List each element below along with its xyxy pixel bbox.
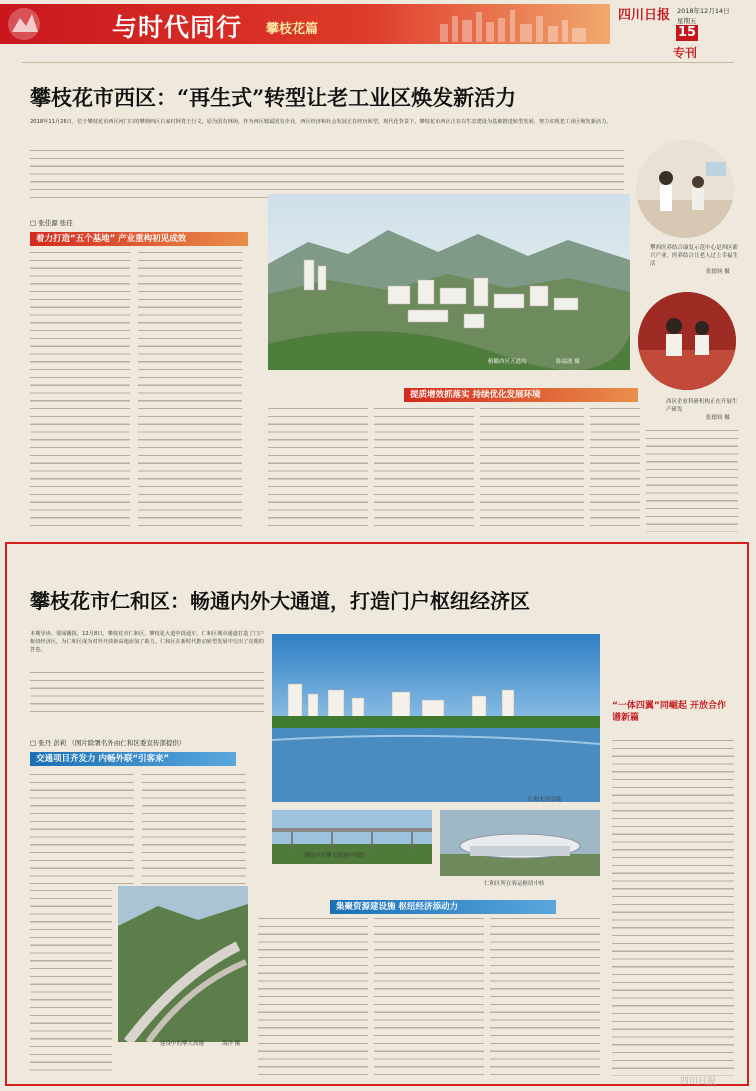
lab-photo-icon: [638, 292, 736, 390]
station-photo-icon: [440, 810, 600, 876]
medical-room-photo-icon: [636, 140, 734, 238]
article1-column5: [480, 408, 584, 532]
city-skyline-icon: [430, 6, 600, 42]
article1-subhead1: 着力打造“五个基地” 产业重构初见成效: [30, 232, 248, 246]
article1-right-photo1-caption: 攀西医养结合康复示范中心是西区新兴产业，医养结合让老人过上幸福生活: [650, 245, 739, 267]
article2-highway-photo-credit: 海洋 摄: [222, 1041, 241, 1047]
article2-column2: [142, 774, 246, 884]
article2-subhead1: 交通项目齐发力 内畅外联“引客来”: [30, 752, 236, 766]
paper-name: 四川日报: [618, 8, 671, 23]
article2-side-title: “一体四翼”同崛起 开放合作谱新篇: [612, 701, 726, 723]
article2-main-photo-caption: 仁和大河沿线: [528, 797, 562, 803]
article2-lead-lines: [30, 672, 264, 716]
article1-byline: □ 张佳源 张佳: [30, 219, 73, 227]
article2-station-photo-caption: 仁和区所在客运枢纽中转: [484, 881, 545, 887]
article2-highway-photo-caption: 建设中的攀大高速: [160, 1041, 205, 1047]
article2-column5: [374, 918, 484, 1078]
article2-lead: 本期导读。要闻播报，12月8日，攀枝花市仁和区，攀枝花大道中段通车，仁和区城市通道打造了门户枢纽经济区，为仁和区成为对外开放新高地添加了助力。仁和区在新时代推动转型发展中交出了亮眼的答卷。: [30, 631, 264, 653]
article2-column3: [30, 890, 112, 1076]
article2-highway-photo: [118, 886, 248, 1042]
article1-main-photo-caption: 俯瞰西区五道沟: [488, 359, 527, 365]
section-logo-icon: [4, 4, 44, 44]
article1-right-photo1: [636, 140, 734, 238]
article1-headline: 攀枝花市西区：“再生式”转型让老工业区焕发新活力: [30, 85, 517, 110]
article2-column4: [258, 918, 368, 1078]
page-number: 15: [677, 25, 697, 40]
cityscape-photo-icon: [268, 194, 630, 370]
article1-right-photo2-credit: 张德钧 摄: [706, 415, 730, 421]
article2-headline: 攀枝花市仁和区：畅通内外大通道，打造门户枢纽经济区: [30, 589, 530, 613]
article1-right-photo2-caption: 西区企业科研机构正在开展生产研发: [666, 399, 738, 413]
divider: [22, 62, 734, 63]
article2-station-photo: [440, 810, 600, 876]
watermark: 四川日报: [680, 1077, 717, 1087]
article2-side-column: [612, 740, 734, 1076]
page-label: 专刊: [673, 46, 698, 60]
article1-subhead2: 提质增效抓落实 持续优化发展环境: [404, 388, 638, 402]
article2-column6: [490, 918, 600, 1078]
article1-column2: [138, 252, 242, 532]
article1-column6: [590, 408, 640, 532]
article2-column1: [30, 774, 134, 884]
masthead: [0, 0, 756, 60]
article1-lead-lines: [30, 150, 624, 198]
issue-date: 2018年12月14日: [677, 7, 730, 15]
highway-photo-icon: [118, 886, 248, 1042]
article1-right-photo2: [638, 292, 736, 390]
article1-column4: [374, 408, 474, 532]
article1-column3: [268, 408, 368, 532]
article2-bridge-photo-caption: 建设中的攀大高速中坝段: [304, 853, 365, 859]
article2-byline: □ 张丹 彭莉 （图片除署名外由仁和区委宣传部提供）: [30, 739, 186, 747]
article1-right-photo1-credit: 张德钧 摄: [706, 269, 730, 275]
section-title: 与时代同行: [112, 13, 243, 42]
article1-column1: [30, 252, 130, 532]
section-subtitle: 攀枝花篇: [266, 22, 319, 37]
article1-column7: [646, 430, 738, 532]
article2-main-photo: [272, 634, 600, 802]
article2-subhead2: 集聚资源建设施 枢纽经济添动力: [330, 900, 556, 914]
article1-main-photo-credit: 陈福波 摄: [556, 359, 580, 365]
article1-lead: 2018年11月26日，位于攀枝花市西区河门口的攀钢西区石家村阿育王行文，原为国有林场，作为西区辖属国有企业，西区经济和社会发展正在经历转型。现代化背景下，攀枝花市西区正在以生态建设为基础推进转型发展，努力实现老工业区焕发新活力。: [30, 119, 612, 125]
issue-weekday: 星期五: [677, 17, 697, 25]
article1-main-photo: [268, 194, 630, 370]
riverside-city-photo-icon: [272, 634, 600, 802]
